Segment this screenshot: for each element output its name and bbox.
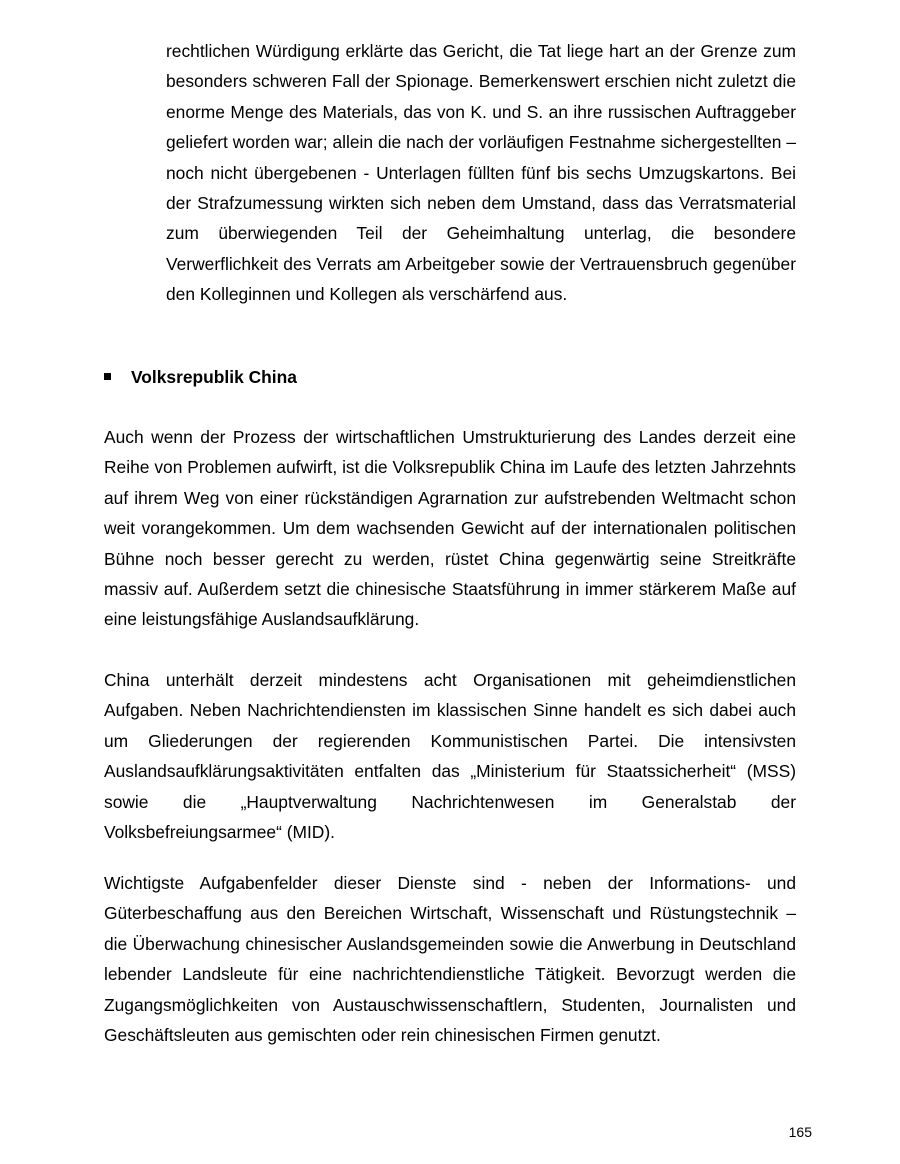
square-bullet-icon: [104, 373, 111, 380]
body-paragraph-3: Wichtigste Aufgabenfelder dieser Dienste sind - neben der Informations- und Güterbeschaffung aus den Bereichen Wirtschaft, Wissenschaft und Rüstungstechnik – die Überwachung chinesischer Auslandsgemeinden sowie die Anwerbung in Deutschland lebender Landsleute für eine nachrichtendienstliche Tätigkeit. Bevorzugt werden die Zugangsmöglichkeiten von Austauschwissenschaftlern, Studenten, Journalisten und Geschäftsleuten aus gemischten oder rein chinesischen Firmen genutzt.: [104, 873, 796, 1046]
body-paragraph-1: Auch wenn der Prozess der wirtschaftlichen Umstrukturierung des Landes derzeit eine Reihe von Problemen aufwirft, ist die Volksrepublik China im Laufe des letzten Jahrzehnts auf ihrem Weg von einer rückständigen Agrarnation zur aufstrebenden Weltmacht schon weit vorangekommen. Um dem wachsenden Gewicht auf der internationalen politischen Bühne noch besser gerecht zu werden, rüstet China gegenwärtig seine Streitkräfte massiv auf. Außerdem setzt die chinesische Staatsführung in immer stärkerem Maße auf eine leistungsfähige Auslandsaufklärung.: [104, 427, 796, 630]
continuation-paragraph: rechtlichen Würdigung erklärte das Gericht, die Tat liege hart an der Grenze zum besonders schweren Fall der Spionage. Bemerkenswert erschien nicht zuletzt die enorme Menge des Materials, das von K. und S. an ihre russischen Auftraggeber geliefert worden war; allein die nach der vorläufigen Festnahme sichergestellten – noch nicht übergebenen - Unterlagen füllten fünf bis sechs Umzugskartons. Bei der Strafzumessung wirkten sich neben dem Umstand, dass das Verratsmaterial zum überwiegenden Teil der Geheimhaltung unterlag, die besondere Verwerflichkeit des Verrats am Arbeitgeber sowie der Vertrauensbruch gegenüber den Kolleginnen und Kollegen als verschärfend aus.: [166, 41, 796, 305]
body-paragraph-2: China unterhält derzeit mindestens acht Organisationen mit geheimdienstlichen Aufgaben. Neben Nachrichtendiensten im klassischen Sinne handelt es sich dabei auch um Gliederungen der regierenden Kommunistischen Partei. Die intensivsten Auslandsaufklärungsaktivitäten entfalten das „Ministerium für Staatssicherheit“ (MSS) sowie die „Hauptverwaltung Nachrichtenwesen im Generalstab der Volksbefreiungsarmee“ (MID).: [104, 670, 796, 843]
section-heading: [104, 362, 796, 392]
page-number: 165: [788, 1124, 812, 1140]
section-heading-text: Volksrepublik China: [131, 367, 297, 387]
